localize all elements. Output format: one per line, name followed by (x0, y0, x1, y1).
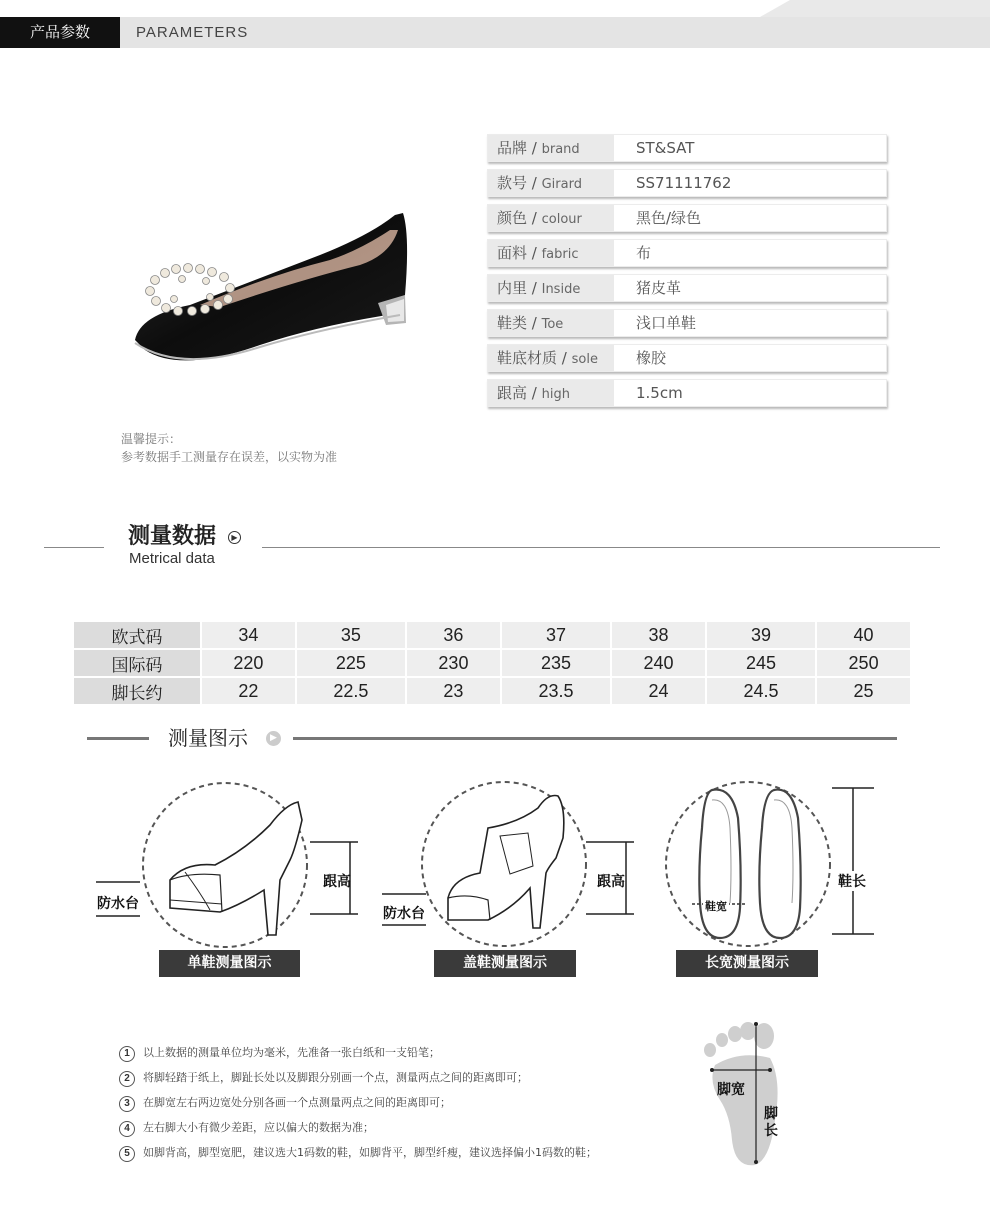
note-item: 4 左右脚大小有微少差距，应以偏大的数据为准； (119, 1119, 374, 1137)
pump-diagram (140, 780, 310, 950)
table-cell: 23.5 (502, 678, 610, 704)
param-row-heel-height: 跟高 / high 1.5cm (487, 379, 887, 407)
shoe-length-ruler (832, 786, 876, 938)
shoe-length-label: 鞋长 (838, 871, 866, 891)
diagram-caption: 盖鞋测量图示 (434, 950, 576, 977)
table-row (74, 622, 910, 648)
table-cell: 250 (817, 650, 910, 676)
param-row-inside: 内里 / Inside 猪皮革 (487, 274, 887, 302)
divider (44, 547, 104, 548)
circle-arrow-icon: ▶ (228, 531, 241, 544)
param-row-colour: 颜色 / colour 黑色/绿色 (487, 204, 887, 232)
foot-width-label: 脚宽 (717, 1082, 745, 1098)
param-value: 黑色/绿色 (636, 209, 702, 227)
table-cell: 38 (612, 622, 705, 648)
divider (262, 547, 940, 548)
header-title-cn: 产品参数 (0, 17, 120, 48)
note-item: 2 将脚轻踏于纸上，脚趾长处以及脚跟分别画一个点，测量两点之间的距离即可； (119, 1069, 528, 1087)
table-cell: 24 (612, 678, 705, 704)
shoe-product-image (120, 195, 430, 385)
shoe-width-label: 鞋宽 (705, 900, 727, 913)
divider (87, 737, 149, 740)
size-table (72, 620, 912, 706)
row-header: 脚长约 (74, 678, 200, 704)
foot-length-label-1: 脚 (764, 1106, 778, 1122)
diagram-caption: 单鞋测量图示 (159, 950, 300, 977)
row-header: 国际码 (74, 650, 200, 676)
table-row (74, 678, 910, 704)
table-cell: 24.5 (707, 678, 815, 704)
param-value: 橡胶 (636, 349, 667, 367)
heel-height-label: 跟高 (323, 874, 351, 890)
table-cell: 25 (817, 678, 910, 704)
platform-label: 防水台 (97, 896, 139, 912)
table-row (74, 650, 910, 676)
circle-arrow-icon: ▶ (266, 731, 281, 746)
param-value: 浅口单鞋 (636, 314, 697, 332)
table-cell: 235 (502, 650, 610, 676)
table-cell: 245 (707, 650, 815, 676)
table-cell: 35 (297, 622, 405, 648)
table-cell: 240 (612, 650, 705, 676)
param-value: 布 (636, 244, 652, 262)
table-cell: 230 (407, 650, 500, 676)
param-value: 1.5cm (636, 384, 683, 402)
note-item: 3 在脚宽左右两边宽处分别各画一个点测量两点之间的距离即可； (119, 1094, 451, 1112)
note-item: 5 如脚背高，脚型宽肥，建议选大1码数的鞋，如脚背平，脚型纤瘦，建议选择偏小1码数的鞋； (119, 1144, 597, 1162)
table-cell: 225 (297, 650, 405, 676)
table-cell: 40 (817, 622, 910, 648)
param-value: ST&SAT (636, 139, 695, 157)
sole-outline-diagram (662, 778, 834, 950)
tip-note: 温馨提示： 参考数据手工测量存在误差，以实物为准 (121, 432, 338, 464)
measure-title: 测量图示 (168, 726, 248, 750)
platform-label: 防水台 (383, 906, 425, 922)
param-value: 猪皮革 (636, 279, 682, 297)
table-cell: 34 (202, 622, 295, 648)
header-corner-decoration (760, 0, 990, 17)
bootie-diagram (418, 778, 590, 950)
header-title-en: PARAMETERS (136, 24, 249, 41)
param-row-toe: 鞋类 / Toe 浅口单鞋 (487, 309, 887, 337)
metrical-title: 测量数据 (128, 524, 217, 549)
param-value: SS71111762 (636, 174, 732, 192)
foot-length-label-2: 长 (764, 1123, 778, 1139)
table-cell: 37 (502, 622, 610, 648)
divider (293, 737, 897, 740)
metrical-subtitle: Metrical data (129, 550, 215, 567)
param-row-brand: 品牌 / brand ST&SAT (487, 134, 887, 162)
diagram-caption: 长宽测量图示 (676, 950, 818, 977)
param-row-style-no: 款号 / Girard SS71111762 (487, 169, 887, 197)
row-header: 欧式码 (74, 622, 200, 648)
table-cell: 23 (407, 678, 500, 704)
note-item: 1 以上数据的测量单位均为毫米，先准备一张白纸和一支铅笔； (119, 1044, 440, 1062)
table-cell: 22 (202, 678, 295, 704)
table-cell: 22.5 (297, 678, 405, 704)
table-cell: 36 (407, 622, 500, 648)
table-cell: 220 (202, 650, 295, 676)
foot-outline-icon (700, 1020, 800, 1170)
param-row-sole: 鞋底材质 / sole 橡胶 (487, 344, 887, 372)
table-cell: 39 (707, 622, 815, 648)
heel-height-label: 跟高 (597, 874, 625, 890)
param-row-fabric: 面料 / fabric 布 (487, 239, 887, 267)
